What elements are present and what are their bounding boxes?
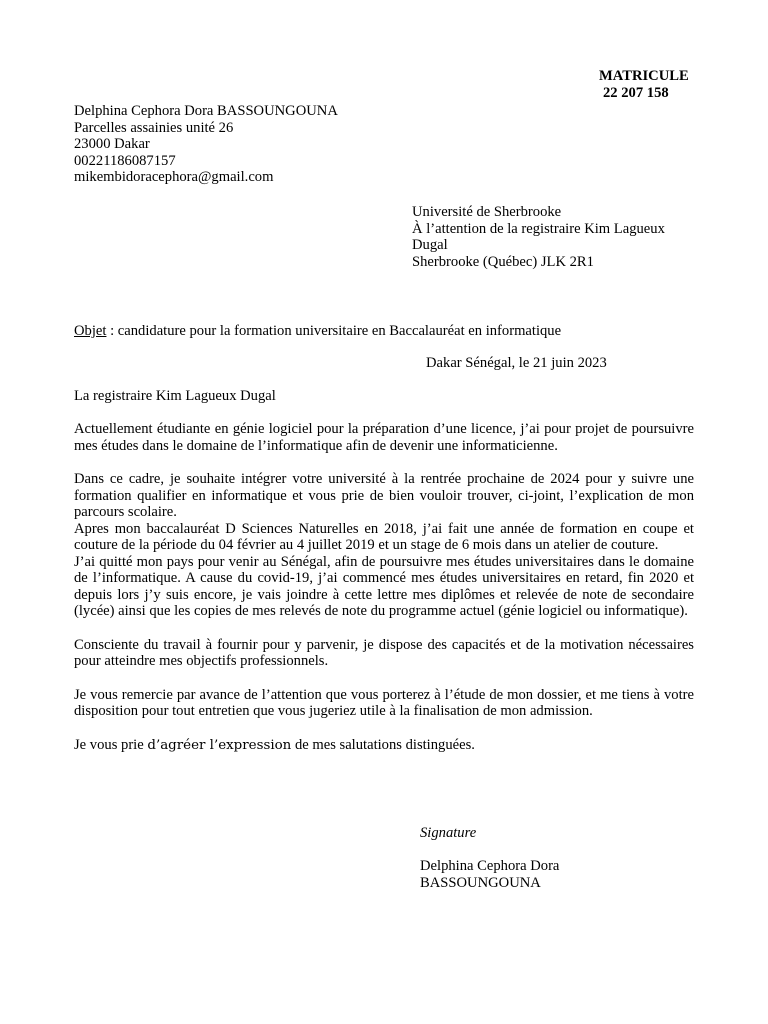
closing-part-1: Je vous prie: [74, 736, 148, 753]
matricule-block: [599, 68, 689, 101]
body-paragraph-4: J’ai quitté mon pays pour venir au Sénégal, afin de poursuivre mes études universitaires dans le domaine de l’informatique. A cause du covid-19, j’ai commencé mes études universitaires en retard, fin 2020 et depuis lors j’y suis encore, je vais joindre à cette lettre mes diplômes et relevée de note de secondaire (lycée) ainsi que les copies de mes relevés de note du programme actuel (génie logiciel ou informatique).: [74, 553, 694, 619]
sender-city: 23000 Dakar: [74, 136, 150, 152]
signature-name-line-2: BASSOUNGOUNA: [420, 874, 541, 891]
sender-street: Parcelles assainies unité 26: [74, 119, 234, 136]
sender-phone: 00221186087157: [74, 152, 176, 169]
body-paragraph-closing: [74, 737, 694, 755]
sender-name: Delphina Cephora Dora BASSOUNGOUNA: [74, 103, 338, 119]
body-paragraph-5: Consciente du travail à fournir pour y parvenir, je dispose des capacités et de la motivation nécessaires pour atteindre mes objectifs professionnels.: [74, 636, 694, 669]
body-paragraph-1: Actuellement étudiante en génie logiciel pour la préparation d’une licence, j’ai pour projet de poursuivre mes études dans le domaine de l’informatique afin de devenir une informaticienne.: [74, 421, 694, 454]
body-paragraph-2: Dans ce cadre, je souhaite intégrer votre université à la rentrée prochaine de 2024 pour y suivre une formation qualifier en informatique et vous prie de bien vouloir trouver, ci-joint, l’explication de mon parcours scolaire.: [74, 471, 694, 520]
subject-line: [74, 323, 694, 340]
subject-label: Objet: [74, 323, 107, 339]
recipient-city: Sherbrooke (Québec) JLK 2R1: [412, 253, 594, 270]
sender-address: [74, 103, 394, 186]
signature-name: [420, 858, 620, 891]
salutation: La registraire Kim Lagueux Dugal: [74, 388, 276, 404]
signature-label: Signature: [420, 825, 477, 841]
body-paragraph-6: Je vous remercie par avance de l’attention que vous porterez à l’étude de mon dossier, et me tiens à votre disposition pour tout entretien que vous jugeriez utile à la finalisation de mon admission.: [74, 686, 694, 719]
recipient-attention: À l’attention de la registraire Kim Lagueux Dugal: [412, 220, 665, 253]
recipient-institution: Université de Sherbrooke: [412, 204, 562, 220]
closing-part-2: d’agréer l’expression: [147, 737, 292, 753]
body-paragraph-3: Apres mon baccalauréat D Sciences Naturelles en 2018, j’ai fait une année de formation en coupe et couture de la période du 04 février au 4 juillet 2019 et un stage de 6 mois dans un atelier de couture.: [74, 520, 694, 553]
subject-text: : candidature pour la formation universitaire en Baccalauréat en informatique: [106, 323, 562, 339]
letter-body: [74, 421, 694, 771]
matricule-label: MATRICULE: [599, 68, 689, 84]
closing-part-3: de mes salutations distinguées.: [291, 736, 475, 753]
place-date: Dakar Sénégal, le 21 juin 2023: [426, 355, 607, 371]
sender-email: mikembidoracephora@gmail.com: [74, 169, 274, 185]
matricule-number: 22 207 158: [603, 84, 669, 101]
recipient-address: [412, 204, 702, 270]
signature-name-line-1: Delphina Cephora Dora: [420, 858, 560, 874]
